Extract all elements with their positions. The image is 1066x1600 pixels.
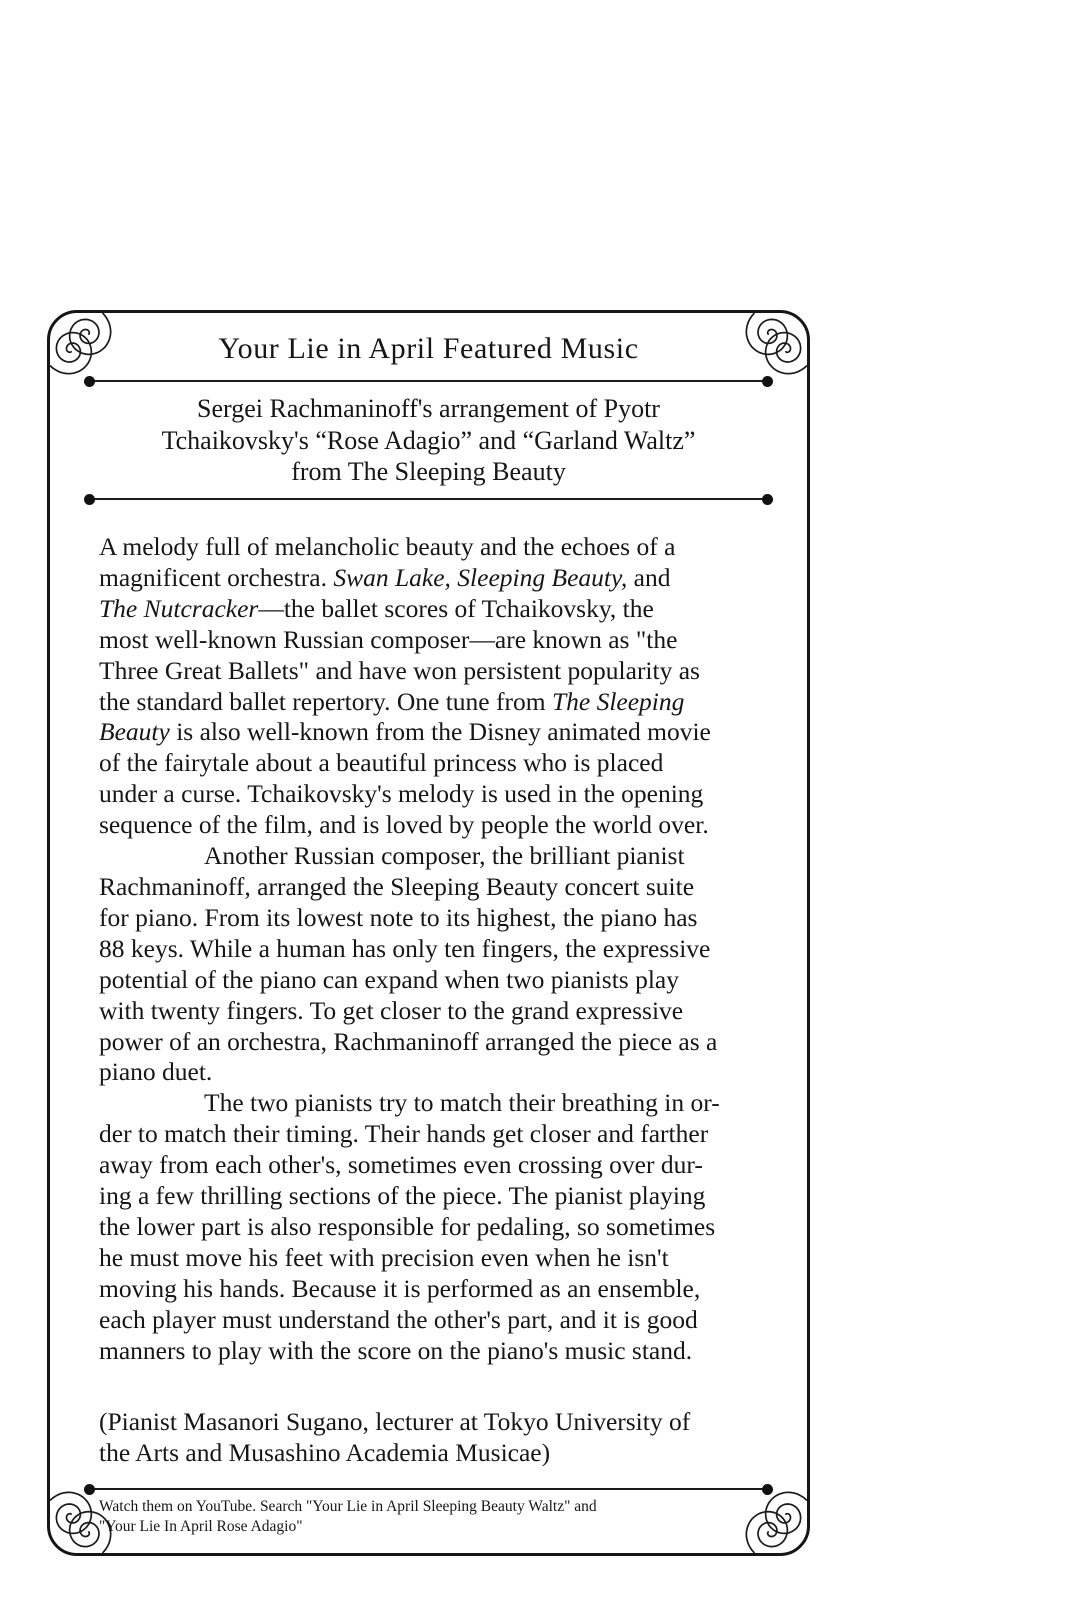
- body-line: for piano. From its lowest note to its highest, the piano has: [99, 902, 698, 932]
- body-line: Three Great Ballets" and have won persistent popularity as: [99, 655, 700, 685]
- body-line: most well-known Russian composer—are known as "the: [99, 624, 678, 654]
- rule-end-dot: [762, 376, 773, 387]
- footer-line: Watch them on YouTube. Search "Your Lie in April Sleeping Beauty Waltz" and: [99, 1498, 597, 1515]
- body-line: manners to play with the score on the piano's music stand.: [99, 1335, 693, 1365]
- page-title: Your Lie in April Featured Music: [218, 332, 639, 365]
- body-line: power of an orchestra, Rachmaninoff arranged the piece as a: [99, 1026, 718, 1056]
- body-line: The Nutcracker—the ballet scores of Tchaikovsky, the: [99, 593, 654, 623]
- subtitle: [50, 393, 807, 488]
- body-line: potential of the piano can expand when two pianists play: [99, 964, 679, 994]
- body-line: Another Russian composer, the brilliant pianist: [204, 841, 685, 871]
- body-line: the lower part is also responsible for pedaling, so sometimes: [99, 1211, 716, 1241]
- rule-end-dot: [762, 494, 773, 505]
- subtitle-line: from The Sleeping Beauty: [291, 457, 566, 486]
- rule-end-dot: [84, 494, 95, 505]
- body-line: moving his hands. Because it is performed as an ensemble,: [99, 1273, 701, 1303]
- divider-rule-subtitle: [89, 498, 768, 500]
- body-line: away from each other's, sometimes even crossing over dur-: [99, 1150, 703, 1180]
- body-line: with twenty fingers. To get closer to the grand expressive: [99, 995, 684, 1025]
- subtitle-line: Sergei Rachmaninoff's arrangement of Pyotr: [197, 394, 660, 423]
- body-line: A melody full of melancholic beauty and the echoes of a: [99, 532, 676, 561]
- body-line: Beauty is also well-known from the Disney animated movie: [99, 717, 711, 747]
- body-line: magnificent orchestra. Swan Lake, Sleeping Beauty, and: [99, 562, 671, 592]
- body-line: of the fairytale about a beautiful princess who is placed: [99, 748, 664, 778]
- body-line: sequence of the film, and is loved by people the world over.: [99, 810, 709, 840]
- credit-line: (Pianist Masanori Sugano, lecturer at Tokyo University of: [99, 1407, 691, 1436]
- body-line: ing a few thrilling sections of the piece. The pianist playing: [99, 1181, 706, 1211]
- decorative-frame: [47, 310, 810, 1556]
- body-line: The two pianists try to match their breathing in or-: [204, 1088, 720, 1118]
- rule-end-dot: [84, 376, 95, 387]
- author-credit: [99, 1406, 807, 1468]
- body-line: he must move his feet with precision even when he isn't: [99, 1242, 669, 1272]
- footer-note: [99, 1497, 789, 1536]
- article-body: [99, 532, 807, 1366]
- body-line: Rachmaninoff, arranged the Sleeping Beauty concert suite: [99, 871, 695, 901]
- footer-line: "Your Lie In April Rose Adagio": [99, 1517, 303, 1535]
- body-line: the standard ballet repertory. One tune from The Sleeping: [99, 686, 685, 716]
- body-line: piano duet.: [99, 1057, 213, 1087]
- spiral-icon: [51, 1492, 92, 1533]
- credit-line: the Arts and Musashino Academia Musicae): [99, 1438, 551, 1467]
- divider-rule-title: [89, 380, 768, 382]
- divider-rule-footer: [89, 1488, 768, 1490]
- rule-end-dot: [762, 1484, 773, 1495]
- body-line: der to match their timing. Their hands get closer and farther: [99, 1119, 709, 1149]
- body-line: 88 keys. While a human has only ten fingers, the expressive: [99, 933, 711, 963]
- rule-end-dot: [84, 1484, 95, 1495]
- body-line: each player must understand the other's part, and it is good: [99, 1304, 698, 1334]
- body-line: under a curse. Tchaikovsky's melody is used in the opening: [99, 779, 704, 809]
- subtitle-line: Tchaikovsky's “Rose Adagio” and “Garland Waltz”: [161, 425, 696, 455]
